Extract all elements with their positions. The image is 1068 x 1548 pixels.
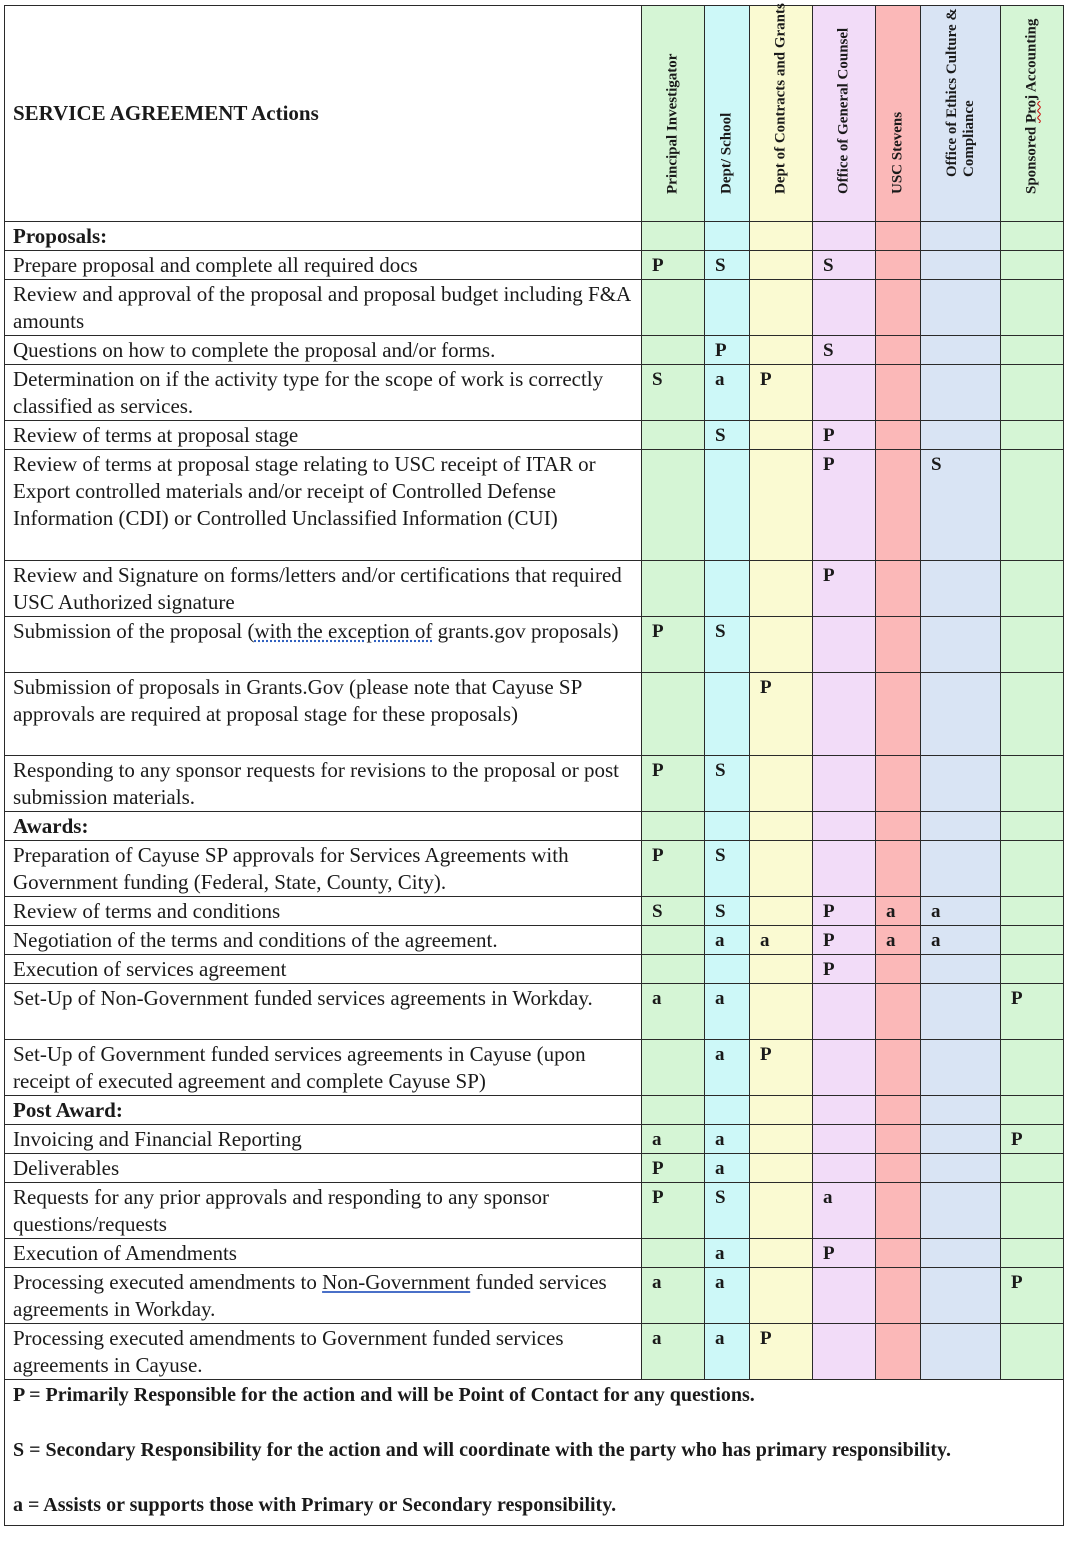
responsibility-cell bbox=[921, 1096, 1001, 1125]
responsibility-cell bbox=[705, 450, 750, 561]
service-agreement-table bbox=[4, 5, 1064, 1526]
role-label: Sponsored Proj Accounting bbox=[1023, 18, 1040, 194]
responsibility-cell bbox=[642, 812, 705, 841]
role-label: Office of Ethics Culture & Compliance bbox=[943, 8, 977, 177]
responsibility-cell bbox=[642, 955, 705, 984]
responsibility-cell: a bbox=[705, 1154, 750, 1183]
table-row bbox=[5, 955, 1064, 984]
responsibility-cell: P bbox=[642, 756, 705, 812]
responsibility-cell bbox=[921, 1268, 1001, 1324]
responsibility-cell bbox=[1001, 1183, 1064, 1239]
responsibility-cell: a bbox=[642, 1268, 705, 1324]
responsibility-cell bbox=[813, 984, 876, 1040]
responsibility-cell bbox=[750, 336, 813, 365]
responsibility-cell bbox=[921, 421, 1001, 450]
responsibility-cell: P bbox=[642, 251, 705, 280]
responsibility-cell bbox=[876, 1096, 921, 1125]
table-body bbox=[5, 222, 1064, 1380]
action-text: Prepare proposal and complete all required docs bbox=[5, 251, 642, 280]
action-text: Questions on how to complete the proposal and/or forms. bbox=[5, 336, 642, 365]
responsibility-cell bbox=[705, 812, 750, 841]
responsibility-cell bbox=[642, 1040, 705, 1096]
responsibility-cell bbox=[876, 1183, 921, 1239]
table-title: SERVICE AGREEMENT Actions bbox=[5, 6, 642, 222]
responsibility-cell bbox=[1001, 1324, 1064, 1380]
responsibility-cell bbox=[921, 1154, 1001, 1183]
responsibility-cell: a bbox=[642, 984, 705, 1040]
responsibility-cell: P bbox=[705, 336, 750, 365]
responsibility-cell bbox=[750, 1268, 813, 1324]
action-text: Set-Up of Government funded services agreements in Cayuse (upon receipt of executed agreement and complete Cayuse SP) bbox=[5, 1040, 642, 1096]
responsibility-cell bbox=[921, 673, 1001, 756]
table-row bbox=[5, 841, 1064, 897]
responsibility-cell: P bbox=[750, 1040, 813, 1096]
responsibility-cell: P bbox=[750, 673, 813, 756]
responsibility-cell: S bbox=[813, 251, 876, 280]
responsibility-cell bbox=[921, 561, 1001, 617]
responsibility-cell bbox=[921, 812, 1001, 841]
responsibility-cell bbox=[642, 673, 705, 756]
responsibility-cell bbox=[921, 1324, 1001, 1380]
responsibility-cell bbox=[642, 1096, 705, 1125]
responsibility-cell: a bbox=[876, 897, 921, 926]
responsibility-cell: a bbox=[750, 926, 813, 955]
action-text: Execution of services agreement bbox=[5, 955, 642, 984]
responsibility-cell bbox=[921, 1183, 1001, 1239]
responsibility-cell: P bbox=[750, 365, 813, 421]
responsibility-cell bbox=[1001, 280, 1064, 336]
responsibility-cell bbox=[813, 1324, 876, 1380]
responsibility-cell bbox=[876, 1125, 921, 1154]
legend bbox=[5, 1380, 1064, 1526]
responsibility-cell bbox=[813, 756, 876, 812]
responsibility-cell: a bbox=[813, 1183, 876, 1239]
table-row bbox=[5, 336, 1064, 365]
action-text: Negotiation of the terms and conditions of the agreement. bbox=[5, 926, 642, 955]
responsibility-cell bbox=[1001, 561, 1064, 617]
responsibility-cell: a bbox=[705, 1239, 750, 1268]
responsibility-cell bbox=[921, 617, 1001, 673]
responsibility-cell bbox=[921, 280, 1001, 336]
table-row bbox=[5, 1239, 1064, 1268]
responsibility-cell bbox=[813, 1154, 876, 1183]
responsibility-cell: a bbox=[921, 897, 1001, 926]
action-text: Review and Signature on forms/letters and/or certifications that required USC Authorized signature bbox=[5, 561, 642, 617]
table-row bbox=[5, 251, 1064, 280]
table-row bbox=[5, 897, 1064, 926]
responsibility-cell: a bbox=[921, 926, 1001, 955]
responsibility-cell: a bbox=[705, 1268, 750, 1324]
responsibility-cell: P bbox=[813, 421, 876, 450]
responsibility-cell: a bbox=[705, 1040, 750, 1096]
responsibility-cell: S bbox=[813, 336, 876, 365]
responsibility-cell bbox=[750, 897, 813, 926]
responsibility-cell bbox=[642, 280, 705, 336]
responsibility-cell: P bbox=[813, 926, 876, 955]
responsibility-cell bbox=[876, 336, 921, 365]
action-text: Deliverables bbox=[5, 1154, 642, 1183]
responsibility-matrix bbox=[4, 5, 1064, 1526]
responsibility-cell bbox=[750, 756, 813, 812]
proofing-underline: Non-Government bbox=[322, 1270, 471, 1294]
responsibility-cell bbox=[750, 1154, 813, 1183]
action-text: Submission of proposals in Grants.Gov (please note that Cayuse SP approvals are required at proposal stage for these proposals) bbox=[5, 673, 642, 756]
section-row bbox=[5, 222, 1064, 251]
responsibility-cell: S bbox=[642, 365, 705, 421]
table-row bbox=[5, 421, 1064, 450]
responsibility-cell bbox=[642, 561, 705, 617]
section-heading: Proposals: bbox=[5, 222, 642, 251]
table-row bbox=[5, 926, 1064, 955]
table-row bbox=[5, 365, 1064, 421]
responsibility-cell: S bbox=[705, 756, 750, 812]
responsibility-cell bbox=[876, 1324, 921, 1380]
responsibility-cell: S bbox=[705, 421, 750, 450]
responsibility-cell bbox=[876, 812, 921, 841]
proofing-underline: with the exception of bbox=[254, 619, 433, 643]
responsibility-cell bbox=[876, 450, 921, 561]
table-row bbox=[5, 1125, 1064, 1154]
table-row bbox=[5, 1324, 1064, 1380]
responsibility-cell: P bbox=[1001, 1268, 1064, 1324]
responsibility-cell bbox=[813, 280, 876, 336]
responsibility-cell bbox=[642, 450, 705, 561]
responsibility-cell bbox=[1001, 812, 1064, 841]
action-text: Invoicing and Financial Reporting bbox=[5, 1125, 642, 1154]
responsibility-cell bbox=[921, 222, 1001, 251]
responsibility-cell bbox=[813, 617, 876, 673]
responsibility-cell bbox=[750, 984, 813, 1040]
responsibility-cell bbox=[705, 222, 750, 251]
table-row bbox=[5, 984, 1064, 1040]
responsibility-cell bbox=[876, 365, 921, 421]
responsibility-cell: S bbox=[921, 450, 1001, 561]
role-label: Dept/ School bbox=[718, 112, 735, 194]
legend-secondary: S = Secondary Responsibility for the action and will coordinate with the party who has primary responsibility. bbox=[13, 1439, 951, 1461]
responsibility-cell: a bbox=[705, 365, 750, 421]
responsibility-cell bbox=[876, 222, 921, 251]
role-header-ethics-compliance bbox=[921, 6, 1001, 222]
responsibility-cell bbox=[1001, 1154, 1064, 1183]
responsibility-cell bbox=[876, 984, 921, 1040]
responsibility-cell bbox=[1001, 955, 1064, 984]
responsibility-cell bbox=[1001, 365, 1064, 421]
responsibility-cell bbox=[876, 251, 921, 280]
table-row bbox=[5, 561, 1064, 617]
responsibility-cell bbox=[1001, 450, 1064, 561]
responsibility-cell bbox=[1001, 617, 1064, 673]
responsibility-cell: P bbox=[813, 897, 876, 926]
role-label: USC Stevens bbox=[889, 111, 906, 194]
responsibility-cell bbox=[921, 984, 1001, 1040]
responsibility-cell bbox=[813, 1096, 876, 1125]
responsibility-cell bbox=[705, 561, 750, 617]
table-row bbox=[5, 673, 1064, 756]
table-row bbox=[5, 450, 1064, 561]
responsibility-cell: P bbox=[1001, 984, 1064, 1040]
action-text: Requests for any prior approvals and responding to any sponsor questions/requests bbox=[5, 1183, 642, 1239]
role-label: Dept of Contracts and Grants bbox=[772, 3, 789, 194]
action-text: Processing executed amendments to Government funded services agreements in Cayuse. bbox=[5, 1324, 642, 1380]
responsibility-cell bbox=[876, 561, 921, 617]
responsibility-cell bbox=[876, 955, 921, 984]
responsibility-cell bbox=[813, 1268, 876, 1324]
role-label: Office of General Counsel bbox=[835, 27, 852, 194]
header-row bbox=[5, 6, 1064, 222]
responsibility-cell bbox=[813, 673, 876, 756]
action-text: Review of terms at proposal stage relating to USC receipt of ITAR or Export controlled materials and/or receipt of Controlled Defense Information (CDI) or Controlled Unclassified Information (CUI) bbox=[5, 450, 642, 561]
responsibility-cell bbox=[705, 1096, 750, 1125]
responsibility-cell bbox=[750, 251, 813, 280]
responsibility-cell: S bbox=[642, 897, 705, 926]
responsibility-cell: P bbox=[642, 841, 705, 897]
responsibility-cell bbox=[750, 812, 813, 841]
action-text: Determination on if the activity type for the scope of work is correctly classified as services. bbox=[5, 365, 642, 421]
responsibility-cell: S bbox=[705, 617, 750, 673]
legend-assists: a = Assists or supports those with Primary or Secondary responsibility. bbox=[13, 1494, 617, 1516]
responsibility-cell bbox=[642, 222, 705, 251]
responsibility-cell: P bbox=[642, 617, 705, 673]
section-heading: Awards: bbox=[5, 812, 642, 841]
responsibility-cell: a bbox=[705, 1324, 750, 1380]
responsibility-cell bbox=[750, 280, 813, 336]
responsibility-cell bbox=[1001, 336, 1064, 365]
responsibility-cell bbox=[1001, 1239, 1064, 1268]
role-header-general-counsel bbox=[813, 6, 876, 222]
responsibility-cell bbox=[750, 1125, 813, 1154]
responsibility-cell bbox=[921, 336, 1001, 365]
responsibility-cell bbox=[705, 955, 750, 984]
responsibility-cell bbox=[876, 673, 921, 756]
responsibility-cell bbox=[876, 1239, 921, 1268]
responsibility-cell bbox=[642, 336, 705, 365]
responsibility-cell bbox=[921, 756, 1001, 812]
responsibility-cell bbox=[750, 222, 813, 251]
responsibility-cell: S bbox=[705, 1183, 750, 1239]
responsibility-cell bbox=[813, 222, 876, 251]
table-row bbox=[5, 1268, 1064, 1324]
role-header-contracts-grants bbox=[750, 3, 813, 222]
responsibility-cell bbox=[705, 280, 750, 336]
responsibility-cell: a bbox=[642, 1125, 705, 1154]
responsibility-cell: a bbox=[876, 926, 921, 955]
responsibility-cell bbox=[813, 1125, 876, 1154]
responsibility-cell bbox=[813, 365, 876, 421]
responsibility-cell bbox=[921, 365, 1001, 421]
responsibility-cell bbox=[750, 955, 813, 984]
table-row bbox=[5, 756, 1064, 812]
action-text: Processing executed amendments to Non-Government funded services agreements in Workday. bbox=[5, 1268, 642, 1324]
responsibility-cell bbox=[642, 1239, 705, 1268]
role-header-usc-stevens bbox=[876, 6, 921, 222]
role-header-principal-investigator bbox=[642, 6, 705, 222]
responsibility-cell bbox=[1001, 1096, 1064, 1125]
action-text: Responding to any sponsor requests for revisions to the proposal or post submission materials. bbox=[5, 756, 642, 812]
responsibility-cell bbox=[876, 841, 921, 897]
responsibility-cell bbox=[750, 841, 813, 897]
responsibility-cell bbox=[1001, 673, 1064, 756]
section-row bbox=[5, 1096, 1064, 1125]
responsibility-cell bbox=[921, 251, 1001, 280]
responsibility-cell bbox=[1001, 926, 1064, 955]
responsibility-cell: P bbox=[813, 955, 876, 984]
responsibility-cell bbox=[1001, 222, 1064, 251]
responsibility-cell: S bbox=[705, 251, 750, 280]
responsibility-cell bbox=[1001, 421, 1064, 450]
responsibility-cell: S bbox=[705, 897, 750, 926]
section-row bbox=[5, 812, 1064, 841]
responsibility-cell bbox=[813, 812, 876, 841]
table-row bbox=[5, 1040, 1064, 1096]
responsibility-cell: P bbox=[1001, 1125, 1064, 1154]
responsibility-cell bbox=[750, 1096, 813, 1125]
responsibility-cell bbox=[876, 756, 921, 812]
responsibility-cell bbox=[921, 1125, 1001, 1154]
responsibility-cell bbox=[876, 1154, 921, 1183]
responsibility-cell: P bbox=[813, 1239, 876, 1268]
responsibility-cell: a bbox=[705, 1125, 750, 1154]
action-text: Review of terms and conditions bbox=[5, 897, 642, 926]
responsibility-cell bbox=[1001, 897, 1064, 926]
legend-row bbox=[5, 1380, 1064, 1526]
responsibility-cell bbox=[750, 617, 813, 673]
responsibility-cell bbox=[1001, 251, 1064, 280]
responsibility-cell: a bbox=[705, 984, 750, 1040]
responsibility-cell bbox=[750, 561, 813, 617]
action-text: Submission of the proposal (with the exception of grants.gov proposals) bbox=[5, 617, 642, 673]
legend-primary: P = Primarily Responsible for the action and will be Point of Contact for any questions. bbox=[13, 1384, 755, 1406]
table-row bbox=[5, 1154, 1064, 1183]
section-heading: Post Award: bbox=[5, 1096, 642, 1125]
responsibility-cell bbox=[705, 673, 750, 756]
responsibility-cell bbox=[876, 1268, 921, 1324]
role-label: Principal Investigator bbox=[664, 53, 681, 194]
responsibility-cell bbox=[1001, 1040, 1064, 1096]
action-text: Set-Up of Non-Government funded services agreements in Workday. bbox=[5, 984, 642, 1040]
responsibility-cell bbox=[921, 841, 1001, 897]
role-header-dept-school bbox=[705, 6, 750, 222]
responsibility-cell bbox=[921, 955, 1001, 984]
responsibility-cell bbox=[642, 421, 705, 450]
responsibility-cell: a bbox=[642, 1324, 705, 1380]
responsibility-cell bbox=[921, 1239, 1001, 1268]
responsibility-cell bbox=[876, 421, 921, 450]
responsibility-cell: P bbox=[642, 1154, 705, 1183]
responsibility-cell bbox=[876, 280, 921, 336]
action-text: Execution of Amendments bbox=[5, 1239, 642, 1268]
responsibility-cell: P bbox=[813, 561, 876, 617]
responsibility-cell bbox=[921, 1040, 1001, 1096]
responsibility-cell: P bbox=[642, 1183, 705, 1239]
responsibility-cell bbox=[750, 421, 813, 450]
action-text: Review and approval of the proposal and proposal budget including F&A amounts bbox=[5, 280, 642, 336]
responsibility-cell: P bbox=[750, 1324, 813, 1380]
responsibility-cell bbox=[1001, 841, 1064, 897]
responsibility-cell bbox=[813, 1040, 876, 1096]
table-row bbox=[5, 280, 1064, 336]
responsibility-cell: P bbox=[813, 450, 876, 561]
responsibility-cell bbox=[1001, 756, 1064, 812]
table-row bbox=[5, 1183, 1064, 1239]
responsibility-cell bbox=[750, 1183, 813, 1239]
action-text: Review of terms at proposal stage bbox=[5, 421, 642, 450]
responsibility-cell bbox=[876, 1040, 921, 1096]
responsibility-cell bbox=[642, 926, 705, 955]
responsibility-cell: a bbox=[705, 926, 750, 955]
responsibility-cell bbox=[876, 617, 921, 673]
table-row bbox=[5, 617, 1064, 673]
role-header-sponsored-accounting bbox=[1001, 6, 1064, 222]
responsibility-cell bbox=[813, 841, 876, 897]
action-text: Preparation of Cayuse SP approvals for Services Agreements with Government funding (Federal, State, County, City). bbox=[5, 841, 642, 897]
responsibility-cell bbox=[750, 450, 813, 561]
responsibility-cell bbox=[750, 1239, 813, 1268]
responsibility-cell: S bbox=[705, 841, 750, 897]
